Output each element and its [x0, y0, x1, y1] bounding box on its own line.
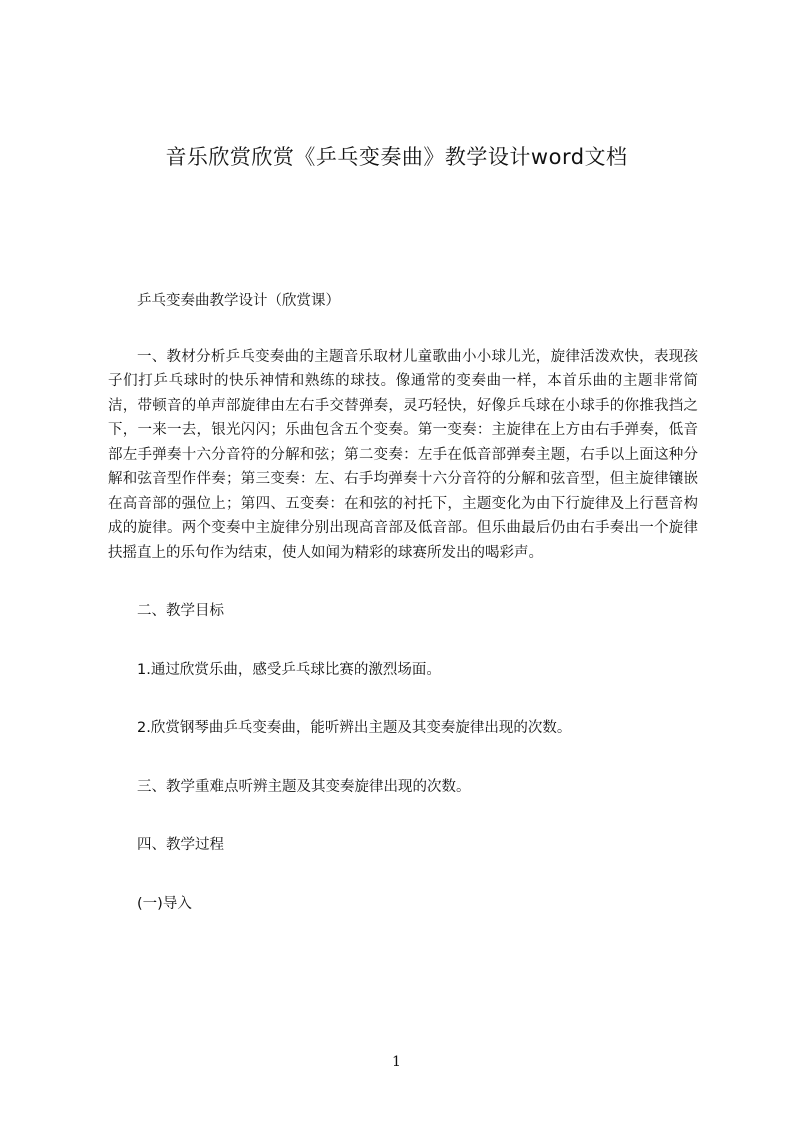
document-title: 音乐欣赏欣赏《乒乓变奏曲》教学设计word文档: [165, 145, 628, 169]
section-key-points: 三、教学重难点听辨主题及其变奏旋律出现的次数。: [137, 778, 471, 795]
document-body: [108, 289, 698, 916]
subtitle: 乒乓变奏曲教学设计（欣赏课）: [137, 293, 340, 309]
goal-item-1: 1.通过欣赏乐曲，感受乒乓球比赛的激烈场面。: [137, 661, 441, 678]
subsection-intro-heading: (一)导入: [137, 895, 192, 912]
section-analysis: 一、教材分析乒乓变奏曲的主题音乐取材儿童歌曲小小球儿光，旋律活泼欢快，表现孩子们打乒乓球时的快乐神情和熟练的球技。像通常的变奏曲一样，本首乐曲的主题非常简洁，带顿音的单声部旋律由左右手交替弹奏，灵巧轻快，好像乒乓球在小球手的你推我挡之下，一来一去，银光闪闪；乐曲包含五个变奏。第一变奏：主旋律在上方由右手弹奏，低音部左手弹奏十六分音符的分解和弦；第二变奏：左手在低音部弹奏主题，右手以上面这种分解和弦音型作伴奏；第三变奏：左、右手均弹奏十六分音符的分解和弦音型，但主旋律镶嵌在高音部的强位上；第四、五变奏：在和弦的衬托下，主题变化为由下行旋律及上行琶音构成的旋律。两个变奏中主旋律分别出现高音部及低音部。但乐曲最后仍由右手奏出一个旋律扶摇直上的乐句作为结束，使人如闻为精彩的球赛所发出的喝彩声。: [108, 348, 698, 561]
section-process-heading: 四、教学过程: [137, 837, 224, 853]
goal-item-2: 2.欣赏钢琴曲乒乓变奏曲，能听辨出主题及其变奏旋律出现的次数。: [137, 720, 572, 736]
section-goals-heading: 二、教学目标: [137, 603, 224, 619]
page-number: 1: [392, 1054, 401, 1070]
